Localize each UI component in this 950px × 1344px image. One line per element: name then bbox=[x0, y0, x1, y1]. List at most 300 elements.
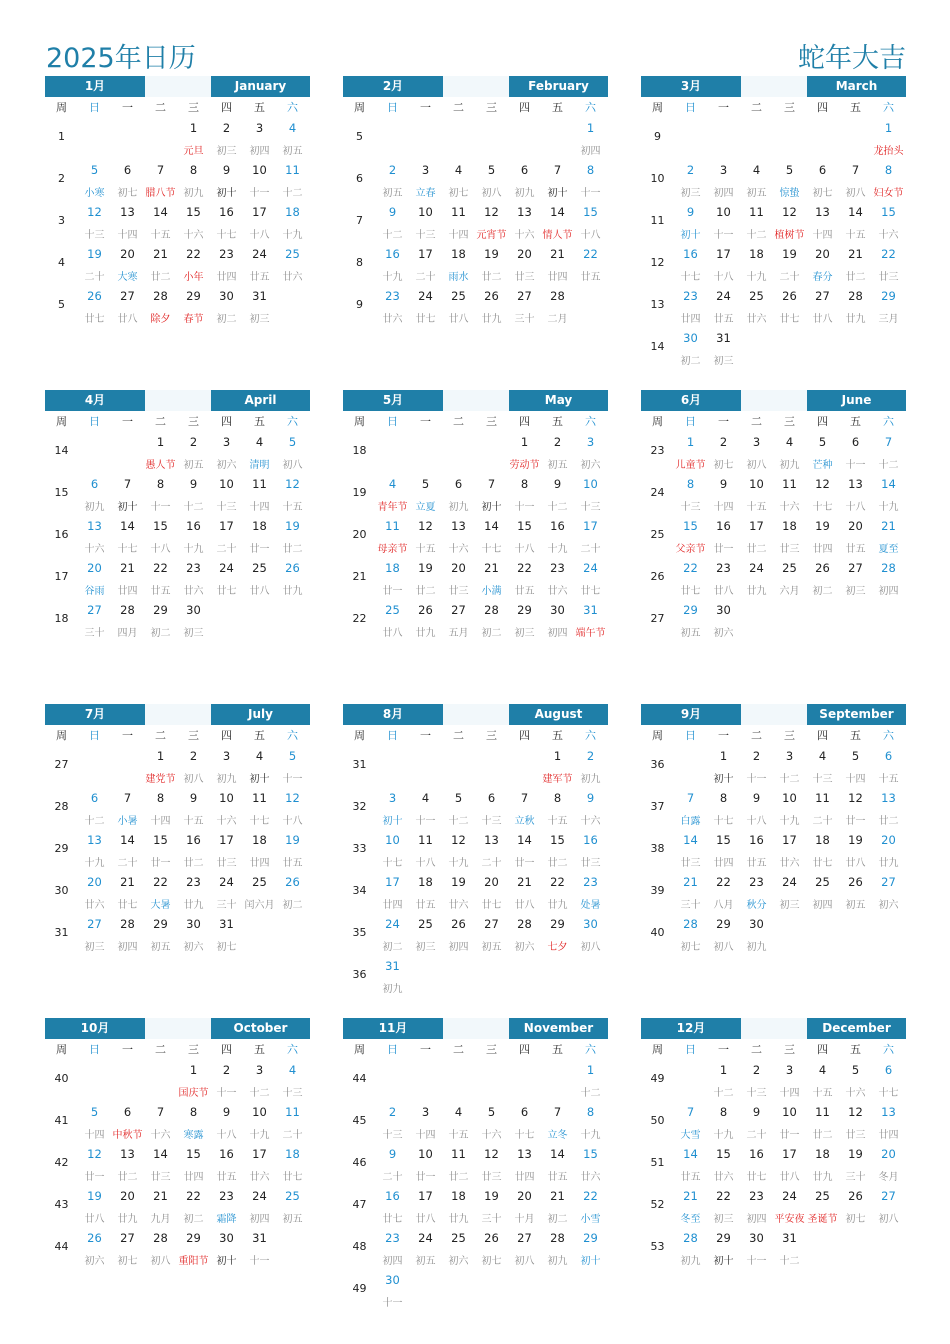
lunar-label: 十七 bbox=[249, 816, 270, 827]
weekday-header: 六 bbox=[287, 101, 298, 114]
lunar-label: 廿一 bbox=[249, 544, 270, 555]
day-number: 7 bbox=[686, 791, 695, 805]
lunar-label: 十一 bbox=[249, 1256, 270, 1267]
lunar-label: 初九 bbox=[779, 460, 800, 471]
lunar-label: 建党节 bbox=[145, 774, 176, 785]
lunar-label: 十三 bbox=[680, 502, 701, 513]
day-cell[interactable] bbox=[276, 118, 309, 160]
day-number: 23 bbox=[219, 247, 234, 261]
day-cell[interactable] bbox=[872, 830, 905, 872]
day-number: 6 bbox=[454, 477, 463, 491]
day-number: 2 bbox=[189, 749, 198, 763]
weekday-header: 六 bbox=[585, 729, 596, 742]
day-cell[interactable] bbox=[574, 914, 607, 956]
lunar-label: 三十 bbox=[216, 900, 237, 911]
day-cell[interactable] bbox=[276, 1060, 309, 1102]
week-number: 9 bbox=[356, 298, 363, 311]
day-cell[interactable] bbox=[872, 558, 905, 600]
weekday-header: 周 bbox=[56, 101, 67, 114]
weekday-header: 日 bbox=[89, 1043, 100, 1056]
day-cell[interactable] bbox=[872, 1102, 905, 1144]
day-cell[interactable] bbox=[574, 1144, 607, 1186]
day-number: 27 bbox=[87, 917, 102, 931]
day-number: 19 bbox=[484, 1189, 499, 1203]
day-cell[interactable] bbox=[872, 118, 905, 160]
day-number: 5 bbox=[90, 1105, 99, 1119]
weekday-header: 周 bbox=[56, 415, 67, 428]
day-number: 12 bbox=[285, 477, 300, 491]
day-number: 27 bbox=[517, 289, 532, 303]
week-number: 2 bbox=[58, 172, 65, 185]
week-row bbox=[343, 1102, 608, 1144]
week-row bbox=[343, 872, 608, 914]
day-cell[interactable] bbox=[276, 558, 309, 600]
lunar-label: 初六 bbox=[514, 942, 535, 953]
weekday-header: 二 bbox=[155, 415, 166, 428]
lunar-label: 初四 bbox=[117, 942, 138, 953]
day-number: 17 bbox=[219, 833, 234, 847]
day-number: 25 bbox=[815, 1189, 830, 1203]
day-number: 2 bbox=[553, 435, 562, 449]
lunar-label: 中秋节 bbox=[112, 1130, 143, 1141]
day-number: 30 bbox=[219, 1231, 234, 1245]
week-number: 40 bbox=[54, 1072, 69, 1085]
day-number: 8 bbox=[719, 1105, 728, 1119]
day-cell[interactable] bbox=[872, 1144, 905, 1186]
day-cell[interactable] bbox=[276, 474, 309, 516]
day-number: 11 bbox=[815, 791, 830, 805]
week-row bbox=[343, 432, 608, 474]
day-number: 11 bbox=[385, 519, 400, 533]
month-header bbox=[641, 390, 906, 411]
day-cell[interactable] bbox=[872, 160, 905, 202]
day-number: 3 bbox=[222, 435, 231, 449]
week-number: 18 bbox=[352, 444, 367, 457]
lunar-label: 十八 bbox=[746, 816, 767, 827]
day-cell[interactable] bbox=[276, 872, 309, 914]
lunar-label: 廿七 bbox=[779, 314, 800, 325]
day-number: 12 bbox=[451, 833, 466, 847]
month-header bbox=[641, 76, 906, 97]
day-cell[interactable] bbox=[276, 830, 309, 872]
lunar-label: 十六 bbox=[481, 1130, 502, 1141]
day-number: 3 bbox=[785, 749, 794, 763]
day-number: 25 bbox=[451, 289, 466, 303]
day-number: 4 bbox=[288, 121, 297, 135]
day-cell[interactable] bbox=[276, 746, 309, 788]
lunar-label: 二月 bbox=[547, 314, 568, 325]
weekday-header: 五 bbox=[552, 415, 563, 428]
day-number: 11 bbox=[815, 1105, 830, 1119]
week-number: 23 bbox=[650, 444, 665, 457]
lunar-label: 十六 bbox=[84, 544, 105, 555]
day-cell[interactable] bbox=[574, 1186, 607, 1228]
day-number: 7 bbox=[123, 791, 132, 805]
day-number: 6 bbox=[123, 163, 132, 177]
day-cell[interactable] bbox=[872, 286, 905, 328]
day-number: 30 bbox=[683, 331, 698, 345]
day-cell[interactable] bbox=[276, 202, 309, 244]
lunar-label: 秋分 bbox=[746, 900, 767, 911]
lunar-label: 廿五 bbox=[514, 586, 535, 597]
lunar-label: 廿六 bbox=[580, 1172, 601, 1183]
lunar-label: 植树节 bbox=[774, 230, 805, 241]
day-cell[interactable] bbox=[872, 474, 905, 516]
lunar-label: 廿七 bbox=[84, 314, 105, 325]
day-cell[interactable] bbox=[276, 244, 309, 286]
day-cell[interactable] bbox=[574, 788, 607, 830]
day-number: 8 bbox=[586, 1105, 595, 1119]
day-number: 16 bbox=[186, 833, 201, 847]
day-number: 16 bbox=[219, 205, 234, 219]
day-number: 11 bbox=[252, 791, 267, 805]
day-cell[interactable] bbox=[574, 830, 607, 872]
lunar-label: 廿九 bbox=[746, 586, 767, 597]
day-number: 5 bbox=[851, 1063, 860, 1077]
day-cell[interactable] bbox=[574, 244, 607, 286]
lunar-label: 十三 bbox=[282, 1088, 303, 1099]
day-number: 29 bbox=[186, 289, 201, 303]
week-number: 22 bbox=[352, 612, 367, 625]
day-cell[interactable] bbox=[574, 1060, 607, 1102]
day-number: 9 bbox=[586, 791, 595, 805]
month-block bbox=[343, 76, 608, 325]
weekday-header: 五 bbox=[850, 415, 861, 428]
month-header bbox=[343, 704, 608, 725]
month-header bbox=[343, 390, 608, 411]
lunar-label: 十四 bbox=[415, 1130, 436, 1141]
day-cell[interactable] bbox=[276, 160, 309, 202]
day-number: 22 bbox=[716, 1189, 731, 1203]
day-cell[interactable] bbox=[574, 600, 607, 642]
day-cell[interactable] bbox=[276, 1102, 309, 1144]
weekday-row bbox=[45, 725, 310, 746]
day-number: 6 bbox=[884, 1063, 893, 1077]
week-number: 5 bbox=[356, 130, 363, 143]
weekday-header: 五 bbox=[254, 1043, 265, 1056]
week-number: 12 bbox=[650, 256, 665, 269]
lunar-label: 七夕 bbox=[547, 942, 568, 953]
day-cell[interactable] bbox=[574, 432, 607, 474]
lunar-label: 廿八 bbox=[249, 586, 270, 597]
day-number: 20 bbox=[848, 519, 863, 533]
weekday-header: 一 bbox=[718, 1043, 729, 1056]
day-number: 17 bbox=[252, 205, 267, 219]
lunar-label: 十二 bbox=[183, 502, 204, 513]
day-number: 29 bbox=[881, 289, 896, 303]
lunar-label: 十三 bbox=[216, 502, 237, 513]
day-number: 19 bbox=[782, 247, 797, 261]
day-number: 25 bbox=[418, 917, 433, 931]
day-number: 21 bbox=[120, 561, 135, 575]
week-row bbox=[641, 244, 906, 286]
day-number: 6 bbox=[884, 749, 893, 763]
lunar-label: 廿六 bbox=[713, 1172, 734, 1183]
day-number: 24 bbox=[252, 247, 267, 261]
day-number: 3 bbox=[719, 163, 728, 177]
day-cell[interactable] bbox=[574, 746, 607, 788]
lunar-label: 廿五 bbox=[746, 858, 767, 869]
lunar-label: 廿七 bbox=[812, 858, 833, 869]
week-row bbox=[343, 118, 608, 160]
month-block bbox=[45, 76, 310, 325]
week-row bbox=[45, 914, 310, 956]
day-number: 31 bbox=[716, 331, 731, 345]
page-subtitle: 蛇年大吉 bbox=[798, 43, 906, 74]
day-number: 13 bbox=[87, 833, 102, 847]
day-cell[interactable] bbox=[276, 1186, 309, 1228]
day-number: 25 bbox=[451, 1231, 466, 1245]
day-number: 19 bbox=[87, 247, 102, 261]
lunar-label: 四月 bbox=[117, 628, 138, 639]
day-number: 11 bbox=[285, 163, 300, 177]
day-cell[interactable] bbox=[872, 516, 905, 558]
lunar-label: 廿一 bbox=[84, 1172, 105, 1183]
week-row bbox=[45, 788, 310, 830]
lunar-label: 十二 bbox=[282, 188, 303, 199]
lunar-label: 廿五 bbox=[282, 858, 303, 869]
lunar-label: 廿二 bbox=[812, 1130, 833, 1141]
day-number: 8 bbox=[884, 163, 893, 177]
day-number: 9 bbox=[189, 791, 198, 805]
day-cell[interactable] bbox=[872, 788, 905, 830]
weekday-header: 三 bbox=[486, 1043, 497, 1056]
day-number: 15 bbox=[153, 519, 168, 533]
week-number: 40 bbox=[650, 926, 665, 939]
month-header bbox=[641, 704, 906, 725]
lunar-label: 初九 bbox=[680, 1256, 701, 1267]
day-number: 18 bbox=[418, 875, 433, 889]
day-number: 4 bbox=[752, 163, 761, 177]
week-number: 51 bbox=[650, 1156, 665, 1169]
lunar-label: 小满 bbox=[481, 586, 502, 597]
lunar-label: 十月 bbox=[514, 1214, 535, 1225]
day-number: 4 bbox=[818, 1063, 827, 1077]
day-number: 8 bbox=[686, 477, 695, 491]
lunar-label: 初四 bbox=[580, 146, 601, 157]
day-number: 4 bbox=[454, 1105, 463, 1119]
lunar-label: 端午节 bbox=[575, 628, 606, 639]
day-number: 14 bbox=[484, 519, 499, 533]
weekday-header: 二 bbox=[453, 1043, 464, 1056]
week-number: 30 bbox=[54, 884, 69, 897]
day-cell[interactable] bbox=[210, 914, 243, 956]
day-cell[interactable] bbox=[574, 516, 607, 558]
day-cell[interactable] bbox=[376, 956, 409, 998]
day-number: 1 bbox=[156, 435, 165, 449]
month-title-zh: 11月 bbox=[378, 1021, 408, 1035]
lunar-label: 廿六 bbox=[746, 314, 767, 325]
lunar-label: 二十 bbox=[84, 272, 105, 283]
day-number: 25 bbox=[385, 603, 400, 617]
day-cell[interactable] bbox=[574, 1102, 607, 1144]
day-cell[interactable] bbox=[574, 474, 607, 516]
day-number: 1 bbox=[189, 1063, 198, 1077]
day-number: 2 bbox=[752, 1063, 761, 1077]
day-number: 16 bbox=[186, 519, 201, 533]
day-number: 31 bbox=[385, 959, 400, 973]
day-cell[interactable] bbox=[177, 600, 210, 642]
day-cell[interactable] bbox=[872, 202, 905, 244]
day-number: 4 bbox=[255, 749, 264, 763]
lunar-label: 十七 bbox=[382, 858, 403, 869]
day-number: 5 bbox=[288, 749, 297, 763]
day-cell[interactable] bbox=[740, 914, 773, 956]
day-number: 18 bbox=[252, 833, 267, 847]
lunar-label: 十九 bbox=[448, 858, 469, 869]
lunar-label: 母亲节 bbox=[377, 544, 408, 555]
lunar-label: 廿八 bbox=[779, 1172, 800, 1183]
lunar-label: 清明 bbox=[249, 460, 270, 471]
day-cell[interactable] bbox=[243, 1228, 276, 1270]
day-number: 20 bbox=[120, 1189, 135, 1203]
lunar-label: 寒露 bbox=[183, 1130, 204, 1141]
lunar-label: 十一 bbox=[216, 1088, 237, 1099]
day-number: 7 bbox=[851, 163, 860, 177]
day-number: 20 bbox=[484, 875, 499, 889]
lunar-label: 十七 bbox=[878, 1088, 899, 1099]
week-row bbox=[343, 516, 608, 558]
header-divider bbox=[443, 390, 509, 411]
day-number: 21 bbox=[848, 247, 863, 261]
day-number: 6 bbox=[520, 163, 529, 177]
lunar-label: 廿二 bbox=[481, 272, 502, 283]
day-cell[interactable] bbox=[773, 1228, 806, 1270]
day-number: 29 bbox=[716, 917, 731, 931]
day-cell[interactable] bbox=[574, 118, 607, 160]
week-number: 9 bbox=[654, 130, 661, 143]
day-cell[interactable] bbox=[541, 286, 574, 328]
day-number: 11 bbox=[418, 833, 433, 847]
day-number: 14 bbox=[550, 1147, 565, 1161]
day-number: 17 bbox=[716, 247, 731, 261]
lunar-label: 廿七 bbox=[382, 1214, 403, 1225]
day-number: 12 bbox=[848, 791, 863, 805]
day-cell[interactable] bbox=[276, 432, 309, 474]
day-cell[interactable] bbox=[872, 432, 905, 474]
weekday-header: 周 bbox=[354, 101, 365, 114]
weekday-header: 三 bbox=[486, 101, 497, 114]
day-number: 16 bbox=[583, 833, 598, 847]
weekday-row bbox=[45, 411, 310, 432]
day-cell[interactable] bbox=[872, 1186, 905, 1228]
lunar-label: 廿七 bbox=[415, 314, 436, 325]
lunar-label: 十三 bbox=[382, 1130, 403, 1141]
lunar-label: 二十 bbox=[382, 1172, 403, 1183]
week-row bbox=[45, 474, 310, 516]
lunar-label: 十一 bbox=[713, 230, 734, 241]
day-number: 16 bbox=[385, 247, 400, 261]
lunar-label: 廿四 bbox=[878, 1130, 899, 1141]
week-row bbox=[641, 432, 906, 474]
lunar-label: 廿六 bbox=[249, 1172, 270, 1183]
weekday-row bbox=[45, 97, 310, 118]
day-cell[interactable] bbox=[276, 516, 309, 558]
lunar-label: 二十 bbox=[282, 1130, 303, 1141]
month-title-zh: 8月 bbox=[382, 707, 404, 721]
day-cell[interactable] bbox=[872, 872, 905, 914]
weekday-row bbox=[343, 725, 608, 746]
day-number: 8 bbox=[520, 477, 529, 491]
lunar-label: 初九 bbox=[547, 1256, 568, 1267]
day-number: 28 bbox=[683, 917, 698, 931]
day-number: 19 bbox=[484, 247, 499, 261]
day-number: 8 bbox=[719, 791, 728, 805]
day-cell[interactable] bbox=[376, 1270, 409, 1312]
lunar-label: 惊蛰 bbox=[779, 188, 800, 199]
lunar-label: 廿六 bbox=[183, 586, 204, 597]
lunar-label: 初六 bbox=[216, 460, 237, 471]
lunar-label: 初八 bbox=[282, 460, 303, 471]
week-row bbox=[641, 1060, 906, 1102]
day-number: 1 bbox=[553, 749, 562, 763]
lunar-label: 圣诞节 bbox=[807, 1214, 838, 1225]
day-cell[interactable] bbox=[872, 244, 905, 286]
lunar-label: 初五 bbox=[150, 942, 171, 953]
lunar-label: 初八 bbox=[514, 1256, 535, 1267]
day-number: 17 bbox=[749, 519, 764, 533]
day-cell[interactable] bbox=[574, 160, 607, 202]
lunar-label: 初五 bbox=[746, 188, 767, 199]
day-number: 30 bbox=[550, 603, 565, 617]
lunar-label: 廿六 bbox=[779, 858, 800, 869]
lunar-label: 十一 bbox=[746, 774, 767, 785]
week-number: 48 bbox=[352, 1240, 367, 1253]
day-cell[interactable] bbox=[872, 746, 905, 788]
day-number: 11 bbox=[782, 477, 797, 491]
lunar-label: 十七 bbox=[216, 230, 237, 241]
day-number: 9 bbox=[752, 791, 761, 805]
month-header bbox=[343, 1018, 608, 1039]
month-header bbox=[641, 1018, 906, 1039]
lunar-label: 廿五 bbox=[547, 1172, 568, 1183]
day-cell[interactable] bbox=[872, 1060, 905, 1102]
lunar-label: 初三 bbox=[84, 942, 105, 953]
lunar-label: 小寒 bbox=[84, 188, 105, 199]
day-cell[interactable] bbox=[276, 1144, 309, 1186]
day-number: 27 bbox=[120, 289, 135, 303]
day-cell[interactable] bbox=[707, 600, 740, 642]
lunar-label: 处暑 bbox=[580, 900, 601, 911]
day-cell[interactable] bbox=[574, 872, 607, 914]
week-row bbox=[343, 286, 608, 328]
header-divider bbox=[145, 1018, 211, 1039]
day-cell[interactable] bbox=[707, 328, 740, 370]
weekday-row bbox=[343, 411, 608, 432]
week-row bbox=[45, 286, 310, 328]
day-cell[interactable] bbox=[276, 788, 309, 830]
day-number: 1 bbox=[686, 435, 695, 449]
day-number: 1 bbox=[884, 121, 893, 135]
lunar-label: 廿九 bbox=[448, 1214, 469, 1225]
lunar-label: 廿二 bbox=[282, 544, 303, 555]
month-title-en: October bbox=[233, 1021, 288, 1035]
weekday-header: 三 bbox=[784, 101, 795, 114]
day-cell[interactable] bbox=[574, 558, 607, 600]
day-number: 6 bbox=[520, 1105, 529, 1119]
week-number: 24 bbox=[650, 486, 665, 499]
week-row bbox=[641, 830, 906, 872]
day-number: 9 bbox=[752, 1105, 761, 1119]
day-cell[interactable] bbox=[574, 202, 607, 244]
day-number: 7 bbox=[553, 1105, 562, 1119]
day-number: 31 bbox=[219, 917, 234, 931]
day-number: 27 bbox=[484, 917, 499, 931]
day-cell[interactable] bbox=[243, 286, 276, 328]
day-number: 18 bbox=[285, 1147, 300, 1161]
weekday-header: 一 bbox=[718, 415, 729, 428]
day-cell[interactable] bbox=[574, 1228, 607, 1270]
